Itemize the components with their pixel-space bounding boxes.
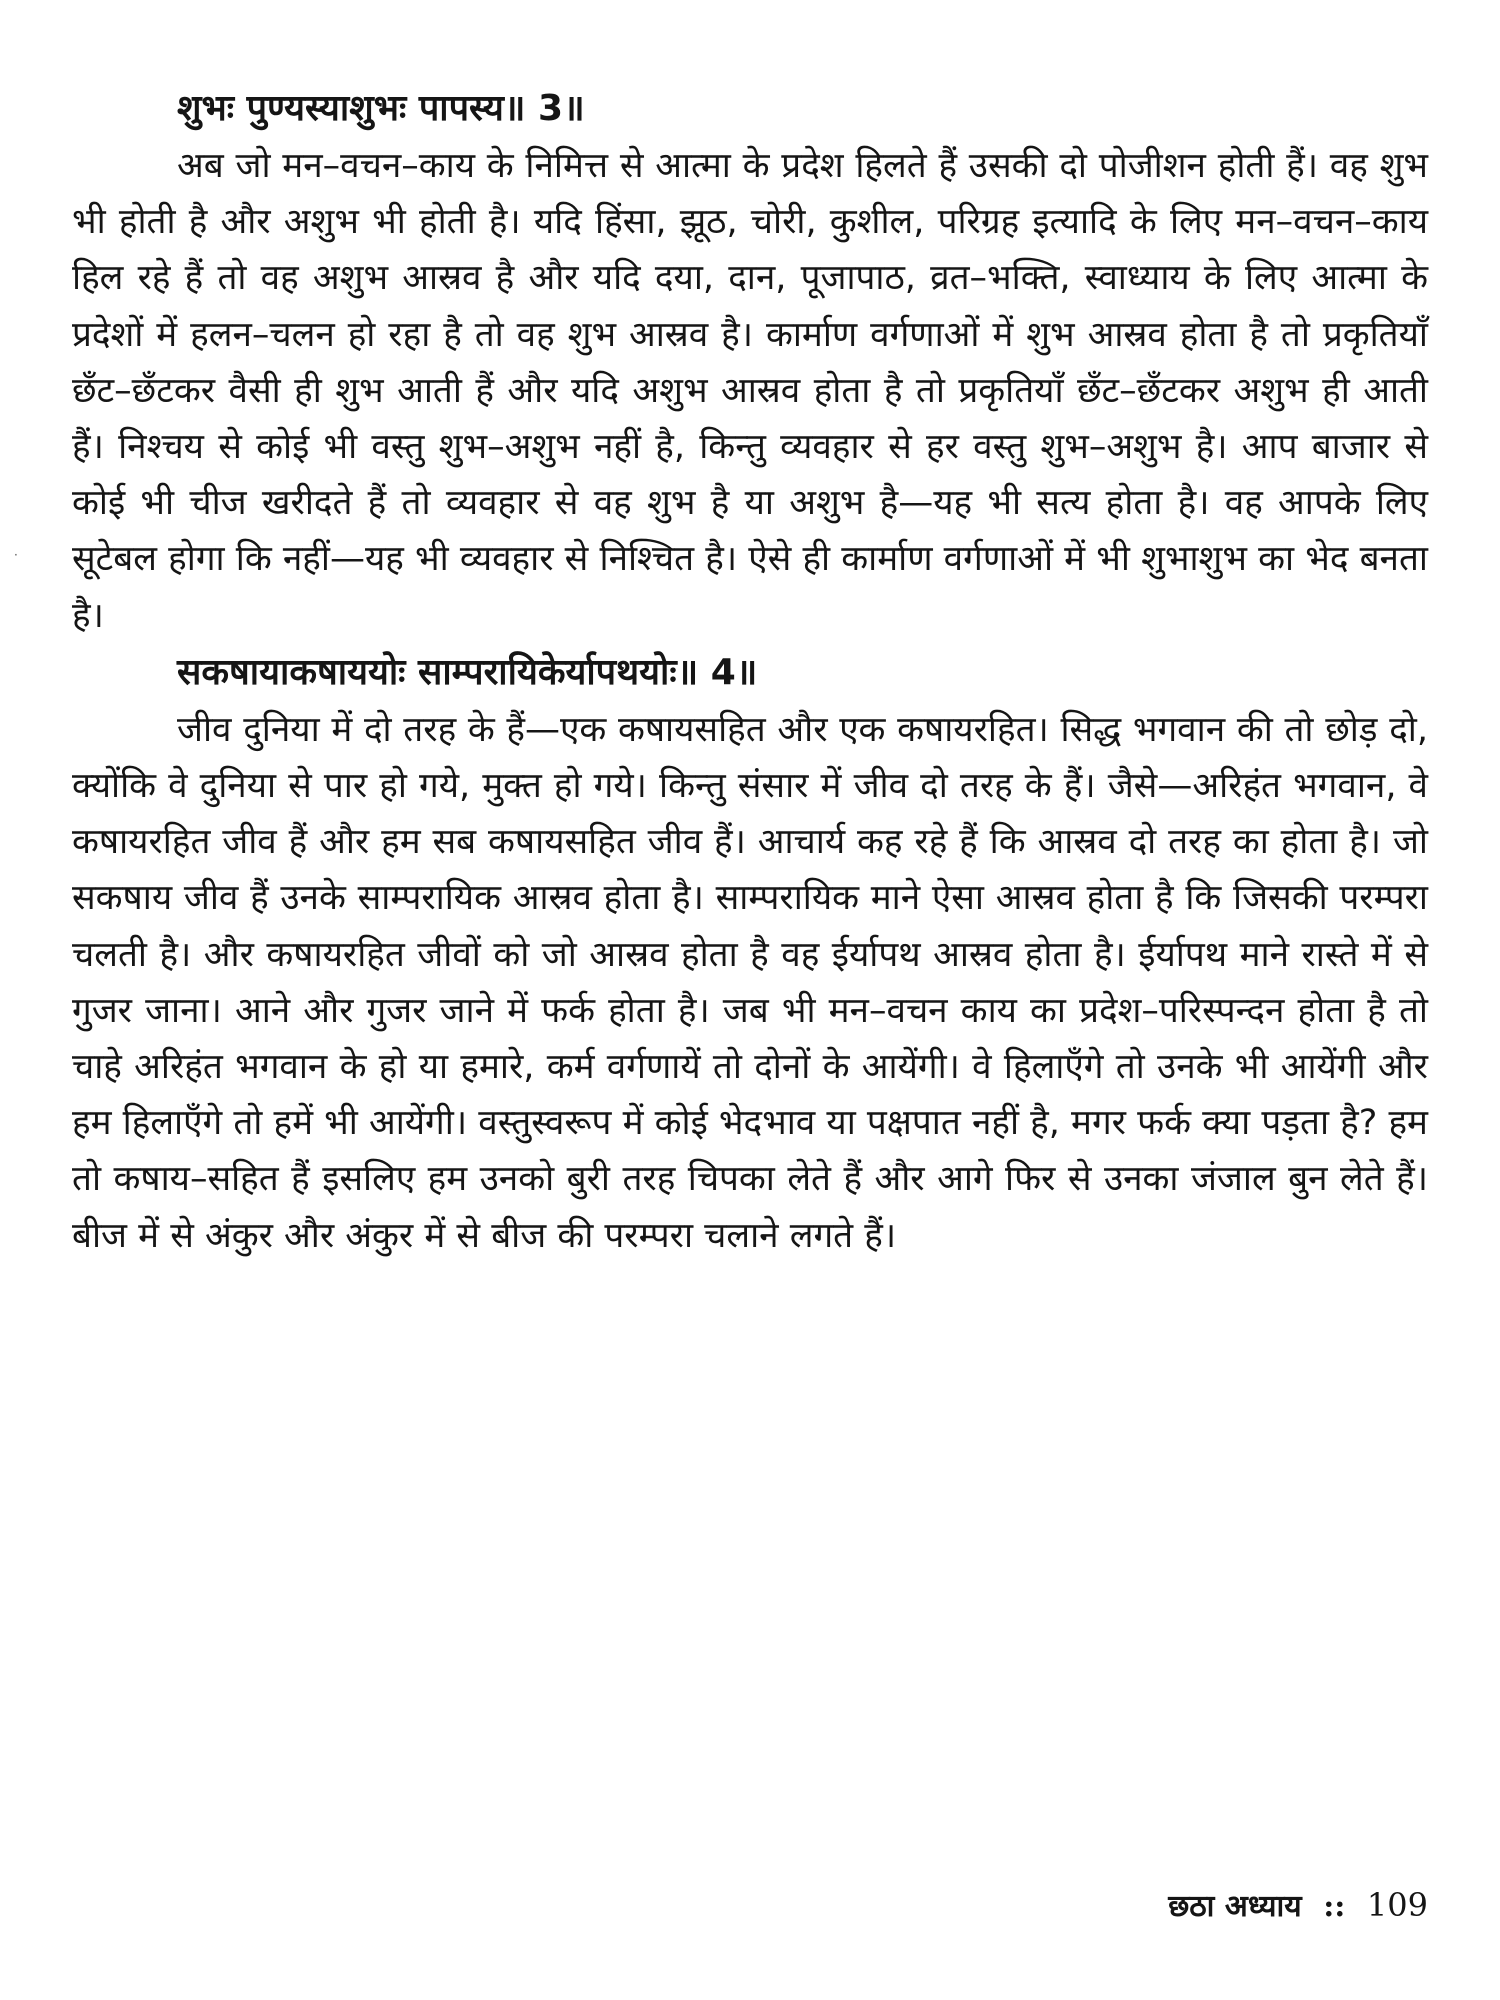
sutra-heading-4: सकषायाकषाययोः साम्परायिकेर्यापथयोः॥ 4॥ [177, 651, 758, 693]
footer-separator: :: [1323, 1889, 1346, 1924]
commentary-paragraph-3: अब जो मन–वचन–काय के निमित्त से आत्मा के प्रदेश हिलते हैं उसकी दो पोजीशन होती हैं। वह शुभ भी होती है और अशुभ भी होती है। यदि हिंसा, झूठ, चोरी, कुशील, परिग्रह इत्यादि के लिए मन–वचन–काय हिल रहे हैं तो वह अशुभ आस्रव है और यदि दया, दान, पूजापाठ, व्रत–भक्ति, स्वाध्याय के लिए आत्मा के प्रदेशों में हलन–चलन हो रहा है तो वह शुभ आस्रव है। कार्माण वर्गणाओं में शुभ आस्रव होता है तो प्रकृतियाँ छँट–छँटकर वैसी ही शुभ आती हैं और यदि अशुभ आस्रव होता है तो प्रकृतियाँ छँट–छँटकर अशुभ ही आती हैं। निश्चय से कोई भी वस्तु शुभ–अशुभ नहीं है, किन्तु व्यवहार से हर वस्तु शुभ–अशुभ है। आप बाजार से कोई भी चीज खरीदते हैं तो व्यवहार से वह शुभ है या अशुभ है—यह भी सत्य होता है। वह आपके लिए सूटेबल होगा कि नहीं—यह भी व्यवहार से निश्चित है। ऐसे ही कार्माण वर्गणाओं में भी शुभाशुभ का भेद बनता है। [72, 146, 1428, 636]
commentary-paragraph-4: जीव दुनिया में दो तरह के हैं—एक कषायसहित और एक कषायरहित। सिद्ध भगवान की तो छोड़ दो, क्योंकि वे दुनिया से पार हो गये, मुक्त हो गये। किन्तु संसार में जीव दो तरह के हैं। जैसे—अरिहंत भगवान, वे कषायरहित जीव हैं और हम सब कषायसहित जीव हैं। आचार्य कह रहे हैं कि आस्रव दो तरह का होता है। जो सकषाय जीव हैं उनके साम्परायिक आस्रव होता है। साम्परायिक माने ऐसा आस्रव होता है कि जिसकी परम्परा चलती है। और कषायरहित जीवों को जो आस्रव होता है वह ईर्यापथ आस्रव होता है। ईर्यापथ माने रास्ते में से गुजर जाना। आने और गुजर जाने में फर्क होता है। जब भी मन–वचन काय का प्रदेश–परिस्पन्दन होता है तो चाहे अरिहंत भगवान के हो या हमारे, कर्म वर्गणायें तो दोनों के आयेंगी। वे हिलाएँगे तो उनके भी आयेंगी और हम हिलाएँगे तो हमें भी आयेंगी। वस्तुस्वरूप में कोई भेदभाव या पक्षपात नहीं है, मगर फर्क क्या पड़ता है? हम तो कषाय–सहित हैं इसलिए हम उनको बुरी तरह चिपका लेते हैं और आगे फिर से उनका जंजाल बुन लेते हैं। बीज में से अंकुर और अंकुर में से बीज की परम्परा चलाने लगते हैं। [72, 709, 1428, 1256]
page-body [72, 80, 1428, 1264]
page-footer [1168, 1885, 1428, 1927]
sutra-heading-3: शुभः पुण्यस्याशुभः पापस्य॥ 3॥ [177, 88, 585, 129]
page-number: 109 [1366, 1886, 1428, 1924]
chapter-title: छठा अध्याय [1168, 1889, 1302, 1924]
scan-speck: · [14, 548, 18, 562]
